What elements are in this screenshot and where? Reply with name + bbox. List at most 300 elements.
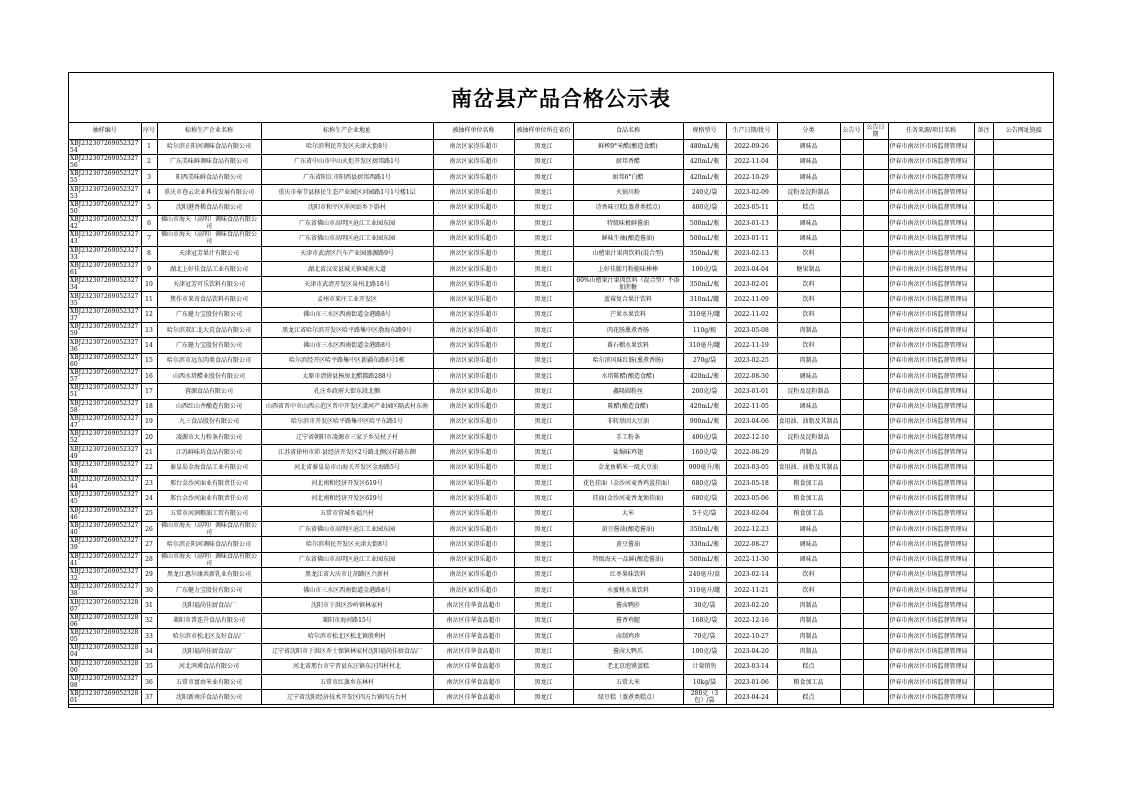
table-cell: 黑龙江 [514, 384, 573, 399]
table-cell: 广东健力宝股份有限公司 [157, 583, 261, 598]
table-cell [840, 185, 863, 200]
table-cell: 400克/袋 [683, 200, 726, 215]
table-cell: 天津市武清开发区泉州北路18号 [261, 277, 433, 292]
table-cell: 南岔区家得乐超市 [433, 154, 514, 169]
table-row [69, 460, 1054, 475]
table-cell: 伊春市南岔区市场监督管理局 [888, 185, 974, 200]
table-cell [863, 690, 888, 705]
table-cell: 淀粉及淀粉制品 [777, 430, 840, 445]
table-cell [974, 552, 993, 567]
table-cell [974, 430, 993, 445]
table-cell: 河北省邢台市宁晋县东汪镇东汪四村村北 [261, 659, 433, 674]
table-cell: 11 [141, 292, 157, 307]
column-header: 公告号 [840, 123, 863, 139]
table-cell [863, 567, 888, 582]
table-cell: 黄豆酱油(酿造酱油) [573, 521, 683, 536]
table-cell: 饮料 [777, 307, 840, 322]
table-row [69, 430, 1054, 445]
table-cell: 绿豆糕（蒸煮类糕点） [573, 690, 683, 705]
table-cell: XBJ23230726905232751 [69, 384, 141, 399]
table-cell: 秦皇岛金海食品工业有限公司 [157, 460, 261, 475]
table-cell: 黄豆酱油 [573, 537, 683, 552]
table-cell: 山西水塔醋业股份有限公司 [157, 368, 261, 383]
table-cell: 500mL/瓶 [683, 231, 726, 246]
table-cell: 南岔区家得乐超市 [433, 414, 514, 429]
table-cell: XBJ23230726905232732 [69, 567, 141, 582]
table-cell: 粮食加工品 [777, 491, 840, 506]
table-cell: 伊春市南岔区市场监督管理局 [888, 659, 974, 674]
table-cell [993, 644, 1054, 659]
table-row [69, 629, 1054, 644]
table-cell [993, 629, 1054, 644]
table-header [69, 123, 1054, 139]
table-cell: XBJ23230726905232734 [69, 277, 141, 292]
table-cell: 14 [141, 338, 157, 353]
table-cell: 调味品 [777, 154, 840, 169]
table-cell [863, 154, 888, 169]
table-cell: 伊春市南岔区市场监督管理局 [888, 690, 974, 705]
table-cell: 火锅川粉 [573, 185, 683, 200]
table-cell: 调味品 [777, 521, 840, 536]
table-cell [863, 338, 888, 353]
table-cell: 南岔区家得乐超市 [433, 139, 514, 154]
table-cell: 南岔区家得乐超市 [433, 323, 514, 338]
table-cell: 南岔区佳华食品超市 [433, 598, 514, 613]
table-cell: 水蜜桃水果饮料 [573, 583, 683, 598]
table-cell: 淀粉及淀粉制品 [777, 384, 840, 399]
table-cell [863, 613, 888, 628]
table-cell: 调味品 [777, 399, 840, 414]
table-cell [974, 231, 993, 246]
table-row [69, 353, 1054, 368]
table-cell: 广东美味鲜调味食品有限公司 [157, 154, 261, 169]
table-cell [993, 430, 1054, 445]
table-cell [993, 460, 1054, 475]
table-cell: 黑龙江 [514, 368, 573, 383]
table-cell [993, 277, 1054, 292]
table-cell: 佛山市三水区西南街道金港路8号 [261, 338, 433, 353]
table-cell [993, 506, 1054, 521]
table-cell: 2023-02-04 [726, 506, 777, 521]
table-cell: 调味品 [777, 537, 840, 552]
table-cell [993, 338, 1054, 353]
table-cell: 哈尔滨风味红肠(熏煮香肠) [573, 353, 683, 368]
table-cell: 5千克/袋 [683, 506, 726, 521]
table-cell: 伊春市南岔区市场监督管理局 [888, 384, 974, 399]
table-row [69, 476, 1054, 491]
table-cell [993, 261, 1054, 276]
table-cell: 420mL/瓶 [683, 368, 726, 383]
table-cell: 红枣果味饮料 [573, 567, 683, 582]
table-cell: 肉制品 [777, 613, 840, 628]
table-cell: 水塔陈醋(酿造食醋) [573, 368, 683, 383]
table-row [69, 185, 1054, 200]
table-cell: 伊春市南岔区市场监督管理局 [888, 292, 974, 307]
table-cell [993, 445, 1054, 460]
table-cell [993, 598, 1054, 613]
table-cell [840, 460, 863, 475]
table-cell [863, 506, 888, 521]
table-cell: 黑龙江 [514, 491, 573, 506]
table-cell: 7 [141, 231, 157, 246]
table-cell: 南岔区家得乐超市 [433, 231, 514, 246]
table-cell: 南岔区家得乐超市 [433, 476, 514, 491]
table-row [69, 598, 1054, 613]
table-cell: 南岔区家得乐超市 [433, 338, 514, 353]
table-cell [993, 200, 1054, 215]
table-cell: 270g/袋 [683, 353, 726, 368]
table-cell: XBJ23230726905232761 [69, 261, 141, 276]
table-cell [863, 430, 888, 445]
table-cell: 伊春市南岔区市场监督管理局 [888, 338, 974, 353]
table-cell: 焦作市来奇食品饮料有限公司 [157, 292, 261, 307]
column-header: 备注 [974, 123, 993, 139]
table-cell: 伊春市南岔区市场监督管理局 [888, 353, 974, 368]
table-cell: 黑龙江 [514, 506, 573, 521]
table-cell [993, 613, 1054, 628]
table-cell: 4 [141, 185, 157, 200]
table-cell: 孔庄乡政府大街东段北侧 [261, 384, 433, 399]
table-cell: 168克/袋 [683, 613, 726, 628]
table-cell: 邢台金沙河面业有限责任公司 [157, 491, 261, 506]
table-cell [863, 491, 888, 506]
table-cell [993, 368, 1054, 383]
table-cell: 2023-05-18 [726, 476, 777, 491]
table-cell: 江苏鲜味坊食品有限公司 [157, 445, 261, 460]
table-cell: 天津冠芳可乐饮料有限公司 [157, 277, 261, 292]
table-cell: 南岔区家得乐超市 [433, 185, 514, 200]
table-cell: 黑龙江 [514, 277, 573, 292]
table-cell: 100克/袋 [683, 261, 726, 276]
table-cell: 480mL/瓶 [683, 139, 726, 154]
table-cell: 调味品 [777, 231, 840, 246]
table-cell: 23 [141, 476, 157, 491]
table-cell: XBJ23230726905232807 [69, 598, 141, 613]
table-cell [863, 583, 888, 598]
table-cell [974, 506, 993, 521]
table-row [69, 292, 1054, 307]
table-cell: 沈阳新南洋食品有限公司 [157, 690, 261, 705]
table-cell: 南岔区家得乐超市 [433, 200, 514, 215]
table-cell: XBJ23230726905232749 [69, 445, 141, 460]
table-cell: 伊春市南岔区市场监督管理局 [888, 552, 974, 567]
table-cell: 沈阳福尚佳厨食品厂 [157, 598, 261, 613]
table-cell [974, 353, 993, 368]
column-header: 抽样编号 [69, 123, 141, 139]
table-cell [993, 399, 1054, 414]
table-cell: 9 [141, 261, 157, 276]
table-cell: 厨邦香醋 [573, 154, 683, 169]
table-cell: XBJ23230726905232750 [69, 200, 141, 215]
table-cell: 非转基因大豆油 [573, 414, 683, 429]
column-header: 标称生产企业名称 [157, 123, 261, 139]
table-cell: 2023-02-14 [726, 567, 777, 582]
table-cell: 伊春市南岔区市场监督管理局 [888, 399, 974, 414]
table-cell: 哈尔滨市松北区松北镇胜利村 [261, 629, 433, 644]
table-cell [974, 567, 993, 582]
table-cell: XBJ23230726905232740 [69, 521, 141, 536]
table-cell: 2022-10-29 [726, 170, 777, 185]
table-cell [840, 506, 863, 521]
table-cell [863, 629, 888, 644]
table-cell: 310毫升/罐 [683, 307, 726, 322]
table-cell: 河北南和经济开发区619号 [261, 491, 433, 506]
table-cell: 南岔区家得乐超市 [433, 491, 514, 506]
table-cell [974, 292, 993, 307]
table-cell: 南岔区佳华食品超市 [433, 674, 514, 689]
table-cell: 南岔区家得乐超市 [433, 537, 514, 552]
table-cell: 黑龙江 [514, 338, 573, 353]
table-cell [840, 231, 863, 246]
table-cell: 2022-12-23 [726, 521, 777, 536]
table-cell: XBJ23230726905232806 [69, 613, 141, 628]
table-cell: 南岔区家得乐超市 [433, 506, 514, 521]
table-cell: XBJ23230726905232744 [69, 476, 141, 491]
table-cell: 南岔区佳华食品超市 [433, 613, 514, 628]
table-cell: 黑龙江 [514, 200, 573, 215]
table-row [69, 154, 1054, 169]
table-row [69, 583, 1054, 598]
table-cell: 29 [141, 567, 157, 582]
table-cell: 2022-12-16 [726, 613, 777, 628]
table-cell [974, 659, 993, 674]
table-cell: 山楂果汁果肉饮料(混合型) [573, 246, 683, 261]
table-cell: 2022-08-29 [726, 445, 777, 460]
table-cell: 240毫升/盒 [683, 567, 726, 582]
table-cell: 山西省晋中市山西示范区晋中开发区潇河产业园区隔武村东南 [261, 399, 433, 414]
table-cell [863, 537, 888, 552]
table-cell: 南岔区家得乐超市 [433, 552, 514, 567]
table-cell [863, 552, 888, 567]
table-cell [974, 139, 993, 154]
table-cell [840, 399, 863, 414]
table-cell: XBJ23230726905232753 [69, 185, 141, 200]
table-cell: 26 [141, 521, 157, 536]
table-cell [863, 460, 888, 475]
table-cell: 310mL/罐 [683, 292, 726, 307]
table-cell: 南岔区佳华食品超市 [433, 644, 514, 659]
table-cell: 饮料 [777, 277, 840, 292]
table-cell [863, 674, 888, 689]
table-cell: 番石榴水果饮料 [573, 338, 683, 353]
table-row [69, 567, 1054, 582]
table-cell: 2022-11-05 [726, 399, 777, 414]
table-cell [863, 292, 888, 307]
table-cell: 阳西美味鲜食品有限公司 [157, 170, 261, 185]
table-cell [863, 521, 888, 536]
table-cell [863, 200, 888, 215]
table-cell: XBJ23230726905232805 [69, 629, 141, 644]
table-cell: 卤制鸡珍 [573, 629, 683, 644]
table-cell [993, 384, 1054, 399]
table-cell: 哈尔滨市松北区友好食品厂 [157, 629, 261, 644]
table-cell: 100克/袋 [683, 644, 726, 659]
table-cell [993, 552, 1054, 567]
table-cell: 黑龙江 [514, 323, 573, 338]
table-cell: 伊春市南岔区市场监督管理局 [888, 307, 974, 322]
table-cell [840, 583, 863, 598]
table-cell: XBJ23230726905232733 [69, 246, 141, 261]
table-cell: 调味品 [777, 170, 840, 185]
table-cell: 特级海天一品鲜(酿造酱油) [573, 552, 683, 567]
table-cell: XBJ23230726905232804 [69, 644, 141, 659]
table-cell: 伊春市南岔区市场监督管理局 [888, 598, 974, 613]
table-cell: 南岔区家得乐超市 [433, 567, 514, 582]
table-cell [993, 185, 1054, 200]
table-cell: 黑龙江 [514, 613, 573, 628]
table-cell: 九三食品股份有限公司 [157, 414, 261, 429]
table-cell: 大米 [573, 506, 683, 521]
table-cell: 伊春市南岔区市场监督管理局 [888, 368, 974, 383]
table-cell: 粮食加工品 [777, 476, 840, 491]
table-cell: 肉制品 [777, 644, 840, 659]
table-cell [974, 644, 993, 659]
table-cell: XBJ23230726905232742 [69, 215, 141, 230]
table-cell: 350mL/瓶 [683, 521, 726, 536]
table-cell: 10 [141, 277, 157, 292]
table-row [69, 261, 1054, 276]
table-cell: 34 [141, 644, 157, 659]
table-cell: 黑龙江 [514, 598, 573, 613]
table-cell: 伊春市南岔区市场监督管理局 [888, 613, 974, 628]
table-cell: 哈尔滨市远东肉类食品有限公司 [157, 353, 261, 368]
table-cell: XBJ23230726905232741 [69, 552, 141, 567]
page-title: 南岔县产品合格公示表 [69, 73, 1053, 123]
table-cell: 12 [141, 307, 157, 322]
column-header: 公告日期 [863, 123, 888, 139]
table-row [69, 215, 1054, 230]
table-cell [993, 353, 1054, 368]
table-cell: 30 [141, 583, 157, 598]
table-cell: 南岔区家得乐超市 [433, 368, 514, 383]
table-cell: 3 [141, 170, 157, 185]
table-cell: 糖果制品 [777, 261, 840, 276]
table-cell: 2022-11-02 [726, 307, 777, 322]
table-cell [840, 154, 863, 169]
table-cell: 湖北上好佳食品工业有限公司 [157, 261, 261, 276]
table-cell: 佛山市海天（高明）调味食品有限公司 [157, 231, 261, 246]
table-cell [993, 414, 1054, 429]
table-cell [840, 674, 863, 689]
notice-sheet [68, 72, 1054, 708]
table-row [69, 139, 1054, 154]
table-cell: 南岔区家得乐超市 [433, 384, 514, 399]
table-cell [974, 200, 993, 215]
table-cell: 黑龙江 [514, 659, 573, 674]
table-cell: 肉制品 [777, 598, 840, 613]
table-cell: 2022-11-04 [726, 154, 777, 169]
table-cell [840, 613, 863, 628]
table-cell: 南岔区家得乐超市 [433, 460, 514, 475]
table-row [69, 659, 1054, 674]
table-cell: 33 [141, 629, 157, 644]
table-cell: 肉制品 [777, 629, 840, 644]
table-cell [974, 338, 993, 353]
table-cell: 鑫隆圆粉丝 [573, 384, 683, 399]
table-cell [974, 277, 993, 292]
table-row [69, 445, 1054, 460]
table-cell: 黑龙江 [514, 185, 573, 200]
table-cell: 哈尔滨市开发区哈平路集中区哈平东路1号 [261, 414, 433, 429]
table-cell [840, 476, 863, 491]
table-cell: 350mL/瓶 [683, 277, 726, 292]
table-cell: 2022-08-27 [726, 537, 777, 552]
table-cell: XBJ23230726905232754 [69, 139, 141, 154]
table-cell: 广东省佛山市高明区沧江工业园东园 [261, 215, 433, 230]
table-cell: 凌源市大力粉条有限公司 [157, 430, 261, 445]
table-cell: 糕点 [777, 659, 840, 674]
table-cell [840, 215, 863, 230]
table-cell: 2023-02-20 [726, 598, 777, 613]
table-cell: 420mL/瓶 [683, 399, 726, 414]
table-cell: 10kg/袋 [683, 674, 726, 689]
table-cell [840, 414, 863, 429]
table-cell [840, 368, 863, 383]
table-cell: 680克/袋 [683, 476, 726, 491]
table-cell: 鲜味生抽(酿造酱油) [573, 231, 683, 246]
table-cell: 厨邦6°白醋 [573, 170, 683, 185]
table-cell: 南岔区家得乐超市 [433, 261, 514, 276]
table-cell [840, 384, 863, 399]
table-cell: 35 [141, 659, 157, 674]
table-cell: 15 [141, 353, 157, 368]
table-cell: 酱香鸡腿 [573, 613, 683, 628]
table-cell: 老北京泡馍蛋糕 [573, 659, 683, 674]
table-cell: 河北鸿博食品有限公司 [157, 659, 261, 674]
table-cell: 沈阳市和平区浑河站乡下辟村 [261, 200, 433, 215]
table-cell: 广东省佛山市高明区沧江工业园东园 [261, 552, 433, 567]
table-row [69, 200, 1054, 215]
table-cell: 2023-02-25 [726, 353, 777, 368]
table-cell [840, 659, 863, 674]
table-cell: 鲜榨9°米醋(酿造食醋) [573, 139, 683, 154]
table-cell [840, 139, 863, 154]
table-cell [974, 445, 993, 460]
table-cell: 110g/根 [683, 323, 726, 338]
table-cell [974, 613, 993, 628]
table-cell [974, 674, 993, 689]
column-header: 规格型号 [683, 123, 726, 139]
table-cell: 江苏省徐州市沛 县经济开发区2号路北侧汉祥路东侧 [261, 445, 433, 460]
table-cell [840, 567, 863, 582]
table-cell [974, 414, 993, 429]
table-cell [840, 491, 863, 506]
table-cell: 食用油、油脂及其制品 [777, 414, 840, 429]
table-cell: 黑龙江 [514, 353, 573, 368]
table-cell: 32 [141, 613, 157, 628]
table-cell: 伊春市南岔区市场监督管理局 [888, 583, 974, 598]
table-cell [993, 476, 1054, 491]
table-cell [974, 460, 993, 475]
table-cell: 黑龙江惠尔康共新乳业有限公司 [157, 567, 261, 582]
table-cell: 五常市红旗乡东林村 [261, 674, 433, 689]
table-cell: 哈尔滨双汇北大荒食品有限公司 [157, 323, 261, 338]
table-cell [974, 215, 993, 230]
table-cell [863, 277, 888, 292]
table-cell: XBJ23230726905232735 [69, 292, 141, 307]
table-cell [863, 414, 888, 429]
table-cell: XBJ23230726905232746 [69, 506, 141, 521]
table-cell: 广东省中山市中山火炬开发区厨邦路1号 [261, 154, 433, 169]
table-cell: 蓝莓复合果汁饮料 [573, 292, 683, 307]
column-header: 序号 [141, 123, 157, 139]
table-cell [993, 567, 1054, 582]
table-cell: 广东健力宝股份有限公司 [157, 307, 261, 322]
table-cell [840, 261, 863, 276]
table-cell: 哈尔滨正阳河调味食品有限公司 [157, 139, 261, 154]
table-cell [993, 215, 1054, 230]
table-cell: 哈尔滨经开区哈平路集中区新疆东路8号1栋 [261, 353, 433, 368]
